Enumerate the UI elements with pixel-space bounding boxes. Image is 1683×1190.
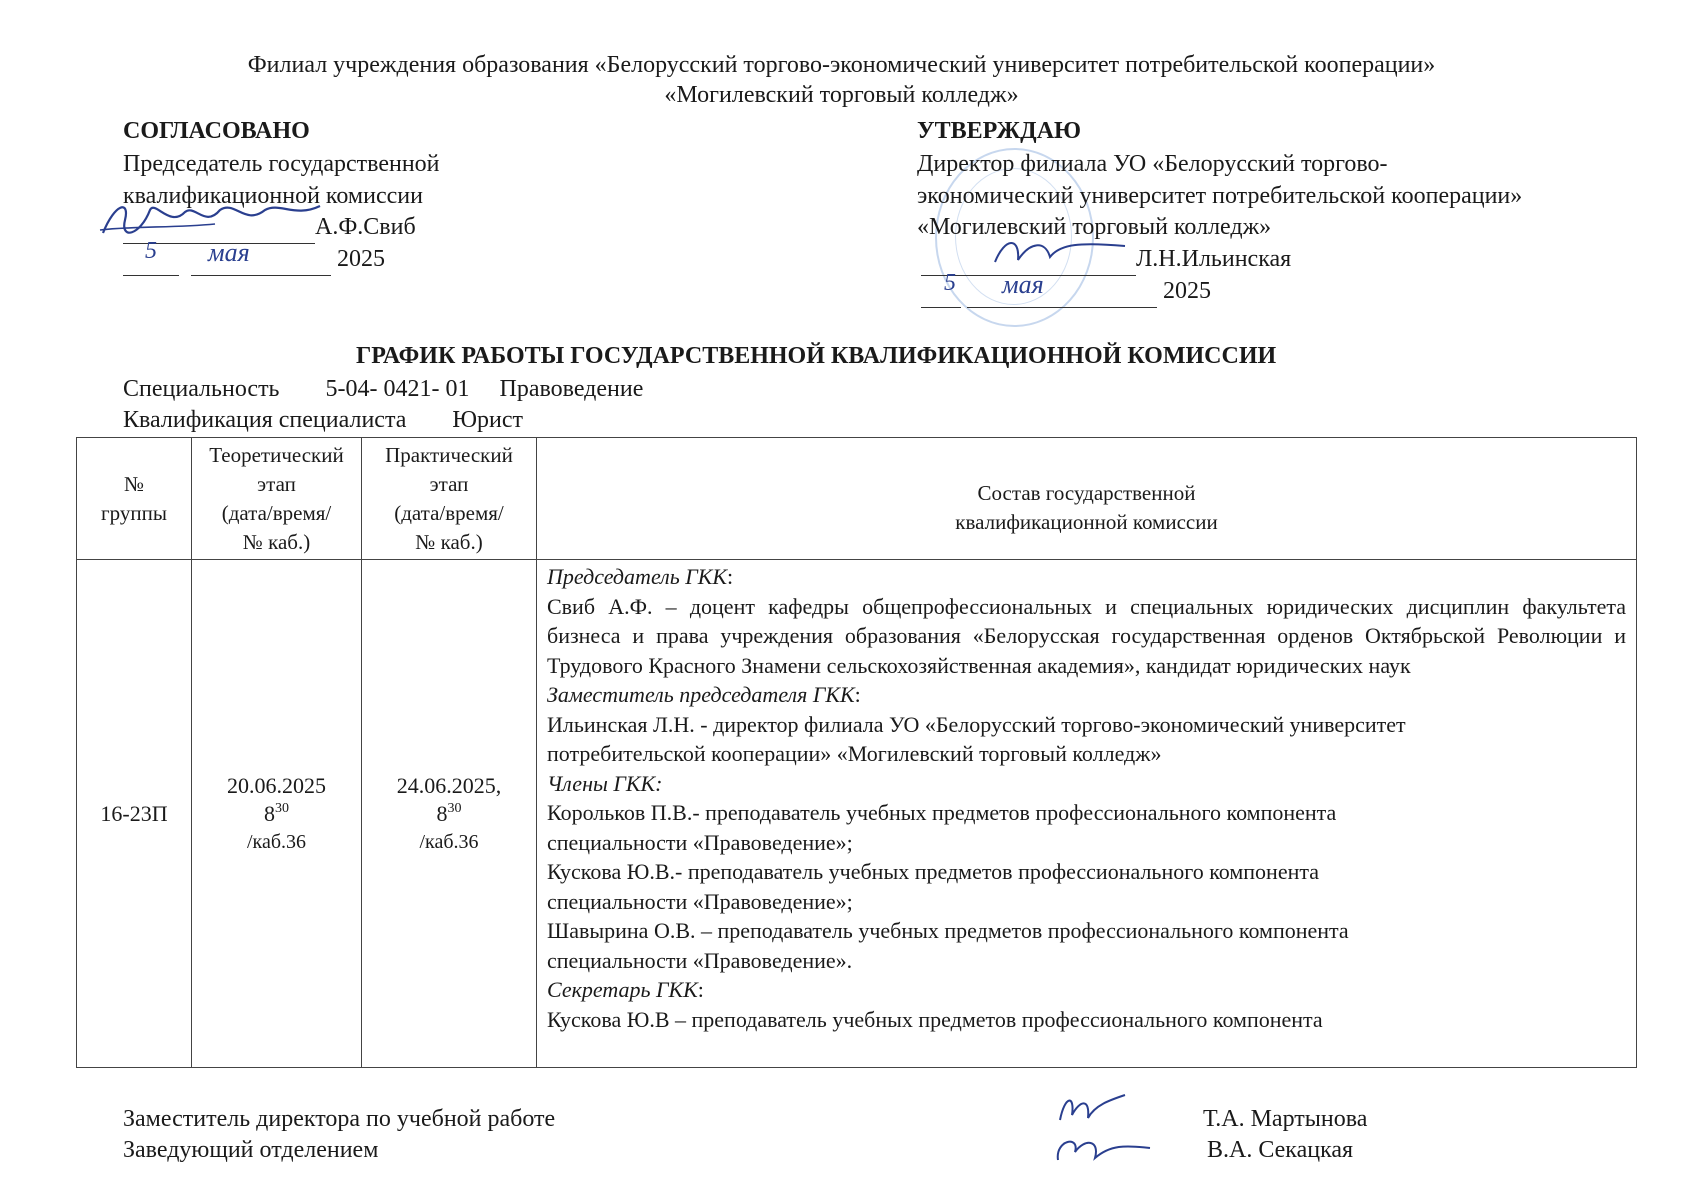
signature-ilinskaya-handwritten (990, 232, 1130, 272)
approval-left-line2: квалификационной комиссии (123, 183, 423, 209)
chair-text: Свиб А.Ф. – доцент кафедры общепрофессиональных и специальных юридических дисциплин факультета бизнеса и права учреждения образования «Белорусская государственная орденов Октябрьской Революции и Трудового Красного Знамени сельскохозяйственная академия», кандидат юридических наук (547, 593, 1626, 678)
theory-time (192, 800, 361, 828)
member1-line2: специальности «Правоведение»; (547, 829, 853, 855)
header-practice-line3: (дата/время/ (394, 500, 504, 525)
header-practice (362, 438, 537, 560)
approval-left-year: 2025 (337, 246, 385, 272)
secretary-label-row: Секретарь ГКК: (547, 977, 704, 1002)
cell-practice (362, 560, 537, 1068)
signature-left-month: мая (208, 238, 250, 267)
institution-name-line2: «Могилевский торговый колледж» (664, 82, 1019, 108)
member2-line1: Кускова Ю.В.- преподаватель учебных предметов профессионального компонента (547, 859, 1320, 884)
approval-right-title: УТВЕРЖДАЮ (917, 118, 1082, 144)
theory-minutes: 30 (275, 800, 289, 816)
cell-group: 16-23П (77, 560, 192, 1068)
header-practice-line2: этап (429, 471, 469, 496)
approval-right-date-row (921, 275, 1211, 308)
member2-line2: специальности «Правоведение»; (547, 888, 853, 914)
deputy-label: Заместитель председателя ГКК (547, 682, 855, 707)
approval-left-line1: Председатель государственной (123, 151, 440, 177)
document-title: ГРАФИК РАБОТЫ ГОСУДАРСТВЕННОЙ КВАЛИФИКАЦИОННОЙ КОМИССИИ (356, 343, 1277, 369)
qualification-row (123, 404, 523, 436)
cell-theory (192, 560, 362, 1068)
chair-label-row: Председатель ГКК: (547, 564, 734, 589)
date-month-line (967, 275, 1157, 308)
theory-room: /каб.36 (246, 830, 307, 853)
table-header-row (77, 438, 1637, 560)
specialty-name: Правоведение (499, 376, 644, 402)
header-group-line2: группы (101, 500, 167, 525)
practice-room: /каб.36 (419, 830, 479, 853)
deputy-label-row: Заместитель председателя ГКК: (547, 682, 861, 707)
approval-right-line3: «Могилевский торговый колледж» (917, 214, 1272, 240)
approval-right-year: 2025 (1163, 278, 1211, 304)
header-theory-line1: Теоретический (209, 442, 344, 467)
practice-time (362, 800, 536, 828)
chair-label: Председатель ГКК (547, 564, 727, 589)
member1-line1: Корольков П.В.- преподаватель учебных предметов профессионального компонента (547, 800, 1337, 825)
specialty-label: Специальность (123, 376, 280, 402)
signature-left-day: 5 (145, 238, 157, 264)
header-group-line1: № (123, 471, 145, 496)
theory-date: 20.06.2025 (227, 772, 326, 798)
approval-left-name: А.Ф.Свиб (315, 214, 416, 240)
header-commission-line2: квалификационной комиссии (955, 509, 1218, 534)
institution-name-line1: Филиал учреждения образования «Белорусский торгово-экономический университет потребительской кооперации» (247, 52, 1436, 78)
header-commission-line1: Состав государственной (977, 480, 1196, 505)
header-commission (537, 438, 1637, 560)
deputy-line2: потребительской кооперации» «Могилевский торговый колледж» (547, 741, 1162, 766)
signature-right-day: 5 (944, 270, 956, 296)
cell-commission-composition (537, 560, 1637, 1068)
practice-minutes: 30 (447, 800, 462, 816)
signature-right-month: мая (1002, 270, 1044, 299)
header-theory-line2: этап (257, 471, 296, 496)
approval-right-line1: Директор филиала УО «Белорусский торгово- (917, 151, 1388, 177)
footer-name-sekatskaya: В.А. Секацкая (1207, 1137, 1354, 1163)
member3-line2: специальности «Правоведение». (547, 947, 853, 973)
approval-left-date-row (123, 243, 385, 276)
secretary-text: Кускова Ю.В – преподаватель учебных предметов профессионального компонента (547, 1006, 1323, 1032)
specialty-code: 5-04- 0421- 01 (325, 376, 470, 402)
header-theory-line3: (дата/время/ (221, 500, 332, 525)
member3-line1: Шавырина О.В. – преподаватель учебных предметов профессионального компонента (547, 918, 1349, 943)
practice-hour: 8 (436, 800, 448, 826)
deputy-line1: Ильинская Л.Н. - директор филиала УО «Белорусский торгово-экономический университет (547, 711, 1406, 737)
secretary-label: Секретарь ГКК (547, 977, 698, 1002)
header-practice-line4: № каб.) (415, 529, 483, 554)
qualification-label: Квалификация специалиста (123, 407, 407, 433)
theory-hour: 8 (264, 800, 275, 826)
approval-right-line2: экономический университет потребительской кооперации» (917, 183, 1523, 209)
commission-schedule-table (76, 437, 1637, 1068)
signature-svib-handwritten (95, 198, 325, 243)
specialty-row (123, 373, 643, 405)
footer-handwritten-signatures (1050, 1090, 1160, 1170)
footer-name-martynova: Т.А. Мартынова (1203, 1106, 1368, 1132)
approval-right-name: Л.Н.Ильинская (1136, 246, 1292, 272)
table-row (77, 560, 1637, 1068)
header-group (77, 438, 192, 560)
approval-left-title: СОГЛАСОВАНО (123, 118, 310, 144)
footer-role-deputy: Заместитель директора по учебной работе (123, 1106, 556, 1132)
header-practice-line1: Практический (385, 442, 513, 467)
members-label: Члены ГКК: (547, 770, 663, 796)
practice-date: 24.06.2025, (396, 772, 502, 798)
header-theory-line4: № каб.) (242, 529, 311, 554)
header-theory (192, 438, 362, 560)
qualification-value: Юрист (452, 407, 524, 433)
footer-role-head: Заведующий отделением (123, 1137, 379, 1163)
